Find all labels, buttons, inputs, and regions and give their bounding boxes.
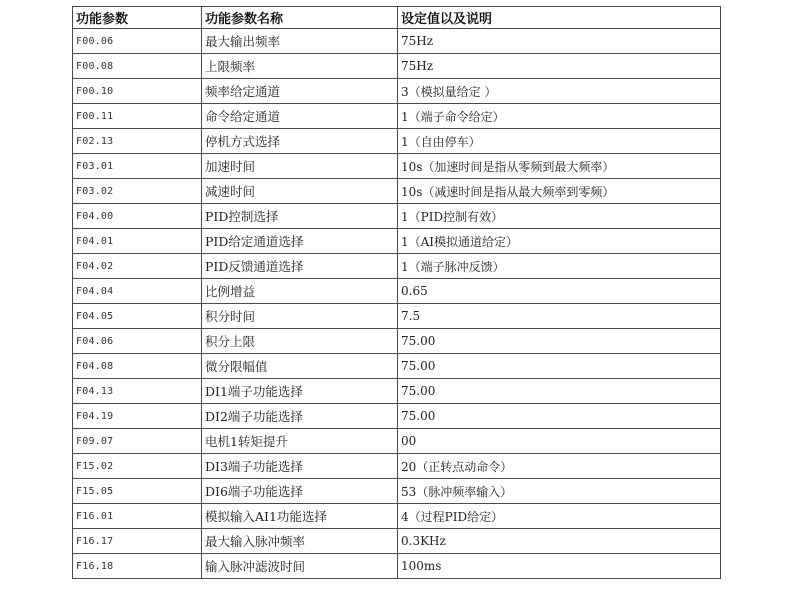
param-value-cell: 1（端子脉冲反馈） bbox=[398, 254, 721, 279]
param-name-cell: 输入脉冲滤波时间 bbox=[202, 554, 398, 579]
table-row bbox=[73, 29, 721, 54]
param-code-cell: F04.00 bbox=[73, 204, 202, 229]
param-value-cell: 100ms bbox=[398, 554, 721, 579]
param-name-cell: 比例增益 bbox=[202, 279, 398, 304]
param-value-cell: 1（AI模拟通道给定） bbox=[398, 229, 721, 254]
param-code-cell: F03.01 bbox=[73, 154, 202, 179]
table-row bbox=[73, 229, 721, 254]
param-name-cell: DI3端子功能选择 bbox=[202, 454, 398, 479]
table-row bbox=[73, 379, 721, 404]
table-row bbox=[73, 129, 721, 154]
param-code-cell: F00.11 bbox=[73, 104, 202, 129]
table-row bbox=[73, 154, 721, 179]
param-name-cell: 上限频率 bbox=[202, 54, 398, 79]
param-name-cell: 积分时间 bbox=[202, 304, 398, 329]
param-code-cell: F04.04 bbox=[73, 279, 202, 304]
table-row bbox=[73, 204, 721, 229]
table-row bbox=[73, 429, 721, 454]
table-row bbox=[73, 304, 721, 329]
param-code-cell: F09.07 bbox=[73, 429, 202, 454]
table-row bbox=[73, 179, 721, 204]
param-name-cell: 减速时间 bbox=[202, 179, 398, 204]
table-row bbox=[73, 254, 721, 279]
param-name-cell: 停机方式选择 bbox=[202, 129, 398, 154]
table-body bbox=[73, 29, 721, 579]
param-value-cell: 1（PID控制有效） bbox=[398, 204, 721, 229]
param-code-cell: F00.06 bbox=[73, 29, 202, 54]
param-value-cell: 75.00 bbox=[398, 354, 721, 379]
param-value-cell: 75.00 bbox=[398, 404, 721, 429]
param-name-cell: 微分限幅值 bbox=[202, 354, 398, 379]
param-name-cell: PID反馈通道选择 bbox=[202, 254, 398, 279]
table-row bbox=[73, 504, 721, 529]
param-value-cell: 7.5 bbox=[398, 304, 721, 329]
parameter-table bbox=[72, 6, 721, 579]
table-header-row bbox=[73, 7, 721, 29]
table-row bbox=[73, 279, 721, 304]
param-code-cell: F04.02 bbox=[73, 254, 202, 279]
table-row bbox=[73, 529, 721, 554]
param-value-cell: 20（正转点动命令） bbox=[398, 454, 721, 479]
param-code-cell: F02.13 bbox=[73, 129, 202, 154]
table-row bbox=[73, 329, 721, 354]
param-value-cell: 75.00 bbox=[398, 379, 721, 404]
param-value-cell: 4（过程PID给定） bbox=[398, 504, 721, 529]
param-code-cell: F16.18 bbox=[73, 554, 202, 579]
table-row bbox=[73, 404, 721, 429]
param-value-cell: 75Hz bbox=[398, 54, 721, 79]
param-name-cell: DI6端子功能选择 bbox=[202, 479, 398, 504]
param-name-cell: DI2端子功能选择 bbox=[202, 404, 398, 429]
param-value-cell: 75Hz bbox=[398, 29, 721, 54]
param-name-cell: 模拟输入AI1功能选择 bbox=[202, 504, 398, 529]
param-value-cell: 0.65 bbox=[398, 279, 721, 304]
param-name-cell: PID给定通道选择 bbox=[202, 229, 398, 254]
param-value-cell: 00 bbox=[398, 429, 721, 454]
param-value-cell: 10s（减速时间是指从最大频率到零频） bbox=[398, 179, 721, 204]
param-code-cell: F04.08 bbox=[73, 354, 202, 379]
param-code-cell: F04.19 bbox=[73, 404, 202, 429]
param-code-cell: F04.01 bbox=[73, 229, 202, 254]
param-code-cell: F03.02 bbox=[73, 179, 202, 204]
param-value-cell: 1（自由停车） bbox=[398, 129, 721, 154]
param-value-cell: 10s（加速时间是指从零频到最大频率） bbox=[398, 154, 721, 179]
param-code-cell: F04.13 bbox=[73, 379, 202, 404]
table-row bbox=[73, 354, 721, 379]
param-name-cell: PID控制选择 bbox=[202, 204, 398, 229]
param-value-cell: 1（端子命令给定） bbox=[398, 104, 721, 129]
table-row bbox=[73, 79, 721, 104]
param-code-cell: F00.10 bbox=[73, 79, 202, 104]
param-code-cell: F04.06 bbox=[73, 329, 202, 354]
table-row bbox=[73, 554, 721, 579]
param-value-cell: 75.00 bbox=[398, 329, 721, 354]
param-value-cell: 3（模拟量给定 ） bbox=[398, 79, 721, 104]
param-name-cell: DI1端子功能选择 bbox=[202, 379, 398, 404]
table-row bbox=[73, 454, 721, 479]
param-name-cell: 最大输入脉冲频率 bbox=[202, 529, 398, 554]
param-value-cell: 53（脉冲频率输入） bbox=[398, 479, 721, 504]
param-name-cell: 加速时间 bbox=[202, 154, 398, 179]
param-name-cell: 电机1转矩提升 bbox=[202, 429, 398, 454]
param-code-cell: F15.02 bbox=[73, 454, 202, 479]
header-param-code: 功能参数 bbox=[73, 7, 202, 29]
param-name-cell: 频率给定通道 bbox=[202, 79, 398, 104]
param-code-cell: F00.08 bbox=[73, 54, 202, 79]
param-name-cell: 命令给定通道 bbox=[202, 104, 398, 129]
param-code-cell: F16.17 bbox=[73, 529, 202, 554]
param-name-cell: 最大输出频率 bbox=[202, 29, 398, 54]
table-row bbox=[73, 104, 721, 129]
param-code-cell: F04.05 bbox=[73, 304, 202, 329]
param-code-cell: F15.05 bbox=[73, 479, 202, 504]
table-row bbox=[73, 479, 721, 504]
header-setting-description: 设定值以及说明 bbox=[398, 7, 721, 29]
param-code-cell: F16.01 bbox=[73, 504, 202, 529]
param-value-cell: 0.3KHz bbox=[398, 529, 721, 554]
table-row bbox=[73, 54, 721, 79]
header-param-name: 功能参数名称 bbox=[202, 7, 398, 29]
param-name-cell: 积分上限 bbox=[202, 329, 398, 354]
